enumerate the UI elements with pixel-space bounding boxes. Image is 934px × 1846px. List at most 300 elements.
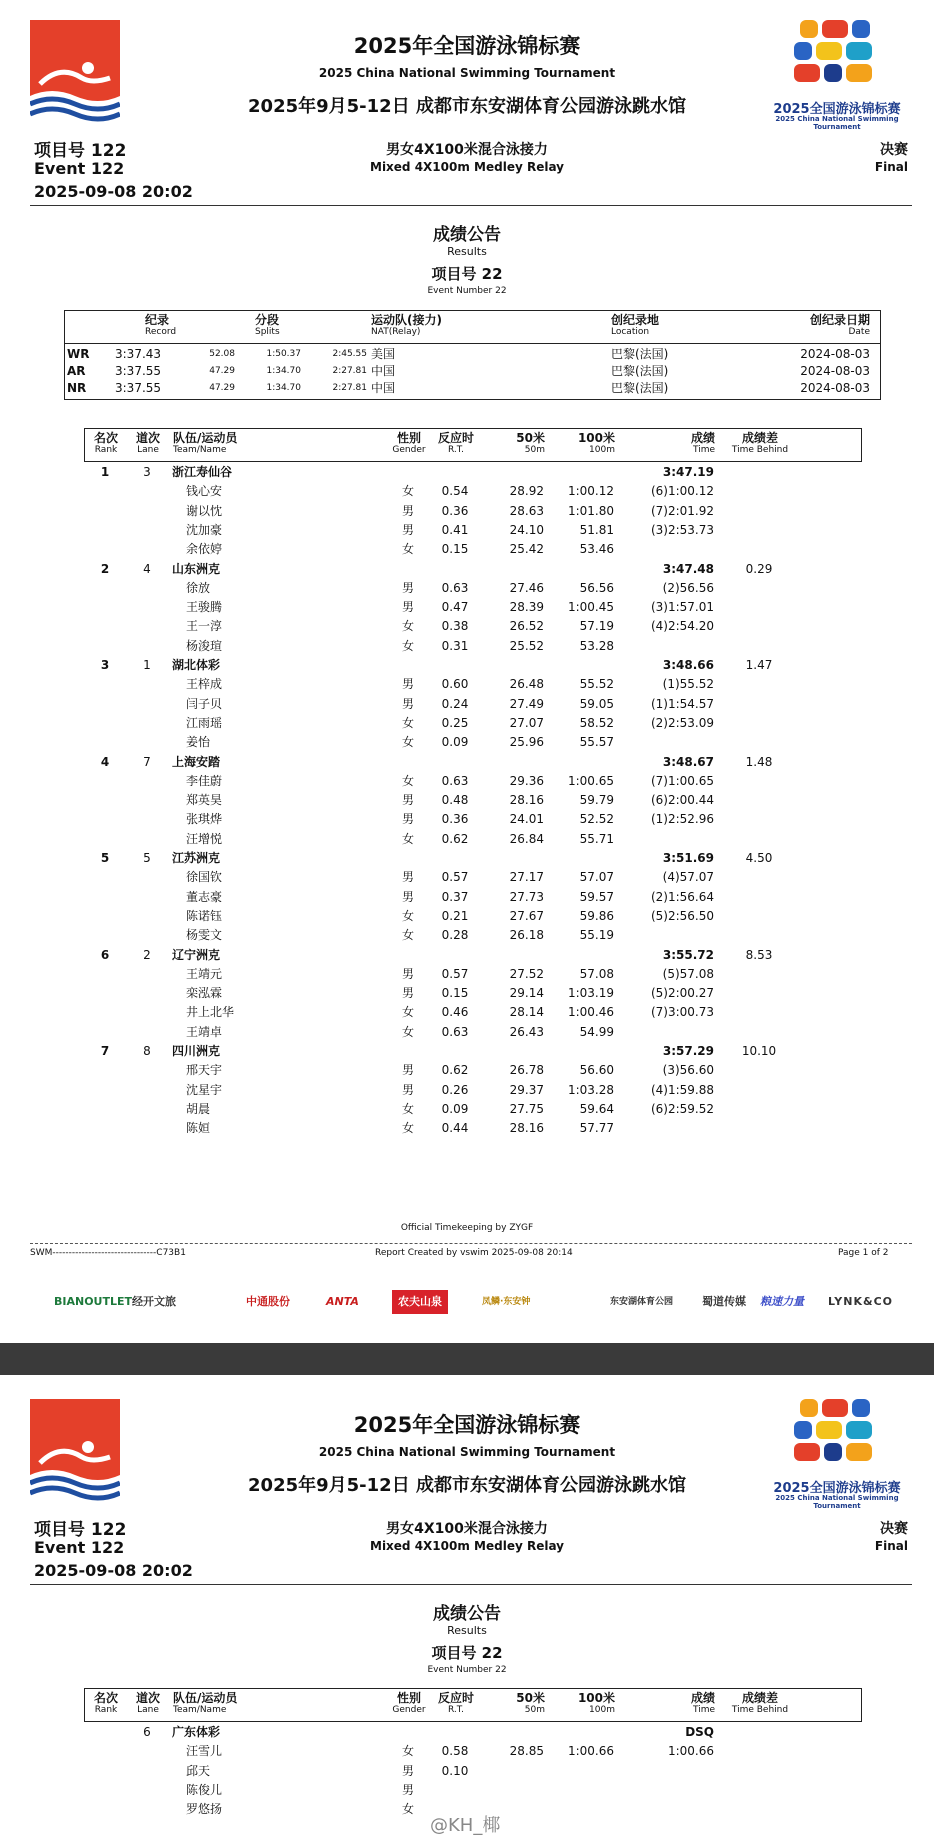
swimmer-reaction-time: 0.15 xyxy=(441,986,469,1001)
team-time: 3:57.29 xyxy=(662,1044,714,1058)
tournament-venue: 2025年9月5-12日 成都市东安湖体育公园游泳跳水馆 xyxy=(248,96,686,117)
swimmer-name: 王梓成 xyxy=(186,677,223,692)
record-time: 3:37.55 xyxy=(115,364,162,378)
swimmer-reaction-time: 0.25 xyxy=(441,715,469,730)
swimmer-split-50m: 27.17 xyxy=(509,870,544,885)
swimmer-split-50m: 27.67 xyxy=(509,908,544,923)
results-event-number-en: Event Number 22 xyxy=(427,1665,507,1675)
swimmer-split-50m: 28.85 xyxy=(509,1744,544,1759)
team-rank: 3 xyxy=(100,658,110,672)
swimmer-gender: 女 xyxy=(401,484,414,499)
swimmer-gender: 男 xyxy=(401,503,414,518)
team-time-behind: 1.48 xyxy=(745,754,773,769)
record-location: 巴黎(法国) xyxy=(611,364,669,378)
sponsor-logo: LYNK&CO xyxy=(828,1295,894,1308)
swimmer-split-100m: 1:00.12 xyxy=(567,484,614,499)
swimmer-reaction-time: 0.24 xyxy=(441,696,469,711)
swimmer-reaction-time: 0.63 xyxy=(441,773,469,788)
logo-text-cn: 2025全国游泳锦标赛 xyxy=(773,102,901,117)
col-rt: 反应时 R.T. xyxy=(437,1691,474,1715)
results-title-en: Results xyxy=(447,1624,487,1637)
col-gender: 性别 Gender xyxy=(392,431,426,455)
team-rank: 6 xyxy=(100,947,110,962)
records-header-nat: 运动队(接力) NAT(Relay) xyxy=(371,313,442,337)
swimmer-gender: 男 xyxy=(401,986,414,1001)
record-code: WR xyxy=(67,347,90,361)
swimmer-cumulative-time: (6)1:00.12 xyxy=(650,484,714,499)
sponsor-strip xyxy=(50,1290,894,1316)
results-page-2 xyxy=(0,1375,934,1846)
footer-divider xyxy=(30,1243,912,1244)
swimmer-split-50m: 29.36 xyxy=(509,773,544,788)
swimmer-split-50m: 27.75 xyxy=(509,1101,544,1116)
team-lane: 8 xyxy=(143,1044,151,1058)
swimmer-gender: 男 xyxy=(401,1763,414,1778)
swimmer-reaction-time: 0.46 xyxy=(441,1005,469,1020)
swimmer-reaction-time: 0.38 xyxy=(441,619,469,634)
team-lane: 7 xyxy=(143,754,151,769)
sponsor-logo: 蜀道传媒 xyxy=(702,1295,746,1308)
swimmer-split-50m: 25.96 xyxy=(509,735,544,750)
swimmer-gender: 男 xyxy=(401,1782,414,1797)
tournament-title-cn: 2025年全国游泳锦标赛 xyxy=(353,34,581,58)
tournament-title-en: 2025 China National Swimming Tournament xyxy=(318,1445,616,1459)
swimmer-name: 胡晨 xyxy=(186,1101,211,1116)
team-time: 3:51.69 xyxy=(662,851,714,865)
swimmer-name: 谢以忱 xyxy=(186,503,223,518)
swimmer-reaction-time: 0.37 xyxy=(441,889,469,904)
team-time-behind: 10.10 xyxy=(741,1044,777,1058)
record-split: 2:27.81 xyxy=(332,366,367,376)
results-title-en: Results xyxy=(447,245,487,258)
team-time: DSQ xyxy=(685,1725,714,1739)
swimmer-reaction-time: 0.41 xyxy=(441,522,469,537)
team-time-behind: 4.50 xyxy=(745,851,773,865)
swimmer-cumulative-time: (5)57.08 xyxy=(662,966,714,981)
swimmer-gender: 女 xyxy=(401,1744,414,1759)
team-rank: 4 xyxy=(100,754,110,769)
swimmer-reaction-time: 0.28 xyxy=(441,928,469,943)
swimmer-split-100m: 59.79 xyxy=(579,793,614,808)
swimmer-gender: 女 xyxy=(401,619,414,634)
swimmer-cumulative-time: (2)1:56.64 xyxy=(650,889,714,904)
round-cn: 决赛 xyxy=(880,142,908,158)
event-title-cn: 男女4X100米混合泳接力 xyxy=(386,1521,548,1537)
col-time: 成绩 Time xyxy=(690,431,715,455)
tournament-title-en: 2025 China National Swimming Tournament xyxy=(318,66,616,80)
swimmer-name: 董志豪 xyxy=(186,889,223,904)
col-50m: 50米 50m xyxy=(516,1691,545,1715)
team-lane: 4 xyxy=(143,561,151,576)
team-lane: 5 xyxy=(143,851,151,865)
swimmer-reaction-time: 0.60 xyxy=(441,677,469,692)
swimmer-reaction-time: 0.36 xyxy=(441,503,469,518)
swimmer-name: 邱天 xyxy=(186,1763,211,1778)
swimmer-gender: 女 xyxy=(401,1802,414,1817)
swimmer-split-50m: 25.52 xyxy=(509,638,544,653)
team-name: 湖北体彩 xyxy=(172,658,221,672)
swimmer-reaction-time: 0.47 xyxy=(441,600,469,615)
col-50m: 50米 50m xyxy=(516,431,545,455)
swimmer-gender: 女 xyxy=(401,928,414,943)
swimmer-name: 汪雪儿 xyxy=(186,1744,223,1759)
swimmer-name: 罗悠扬 xyxy=(186,1802,223,1817)
record-split: 2:27.81 xyxy=(332,383,367,393)
event-datetime: 2025-09-08 20:02 xyxy=(34,182,193,201)
swimmer-name: 王靖元 xyxy=(186,966,223,981)
swimmer-name: 汪增悦 xyxy=(186,831,223,846)
swimmer-split-50m: 27.07 xyxy=(509,715,544,730)
swimmer-gender: 女 xyxy=(401,715,414,730)
swimmer-split-100m: 1:00.66 xyxy=(567,1744,614,1759)
col-100m: 100米 100m xyxy=(577,431,615,455)
swimmer-gender: 女 xyxy=(401,1024,414,1039)
swimmer-cumulative-time: (7)3:00.73 xyxy=(650,1005,714,1020)
footer-swm-code: SWM--------------------------------C73B1 xyxy=(30,1248,186,1258)
swimmer-cumulative-time: (4)57.07 xyxy=(662,870,714,885)
results-event-number-cn: 项目号 22 xyxy=(431,1644,503,1662)
swimmer-gender: 男 xyxy=(401,580,414,595)
swimmer-split-100m: 55.19 xyxy=(579,928,614,943)
swimmer-split-50m: 29.14 xyxy=(509,986,544,1001)
swimmer-split-50m: 26.18 xyxy=(509,928,544,943)
event-number-en: Event 122 xyxy=(34,1538,125,1557)
swimmer-split-100m: 1:00.45 xyxy=(567,600,614,615)
team-lane: 6 xyxy=(143,1725,151,1739)
swimmer-reaction-time: 0.15 xyxy=(441,542,469,557)
swimmer-cumulative-time: (7)2:01.92 xyxy=(650,503,714,518)
team-time: 3:47.48 xyxy=(662,561,714,576)
swimmer-cumulative-time: (2)56.56 xyxy=(662,580,714,595)
swimmer-gender: 男 xyxy=(401,966,414,981)
swimmer-reaction-time: 0.36 xyxy=(441,812,469,827)
swimmer-gender: 男 xyxy=(401,870,414,885)
team-name: 辽宁洲克 xyxy=(172,947,221,962)
swimmer-split-50m: 24.10 xyxy=(509,522,544,537)
round-cn: 决赛 xyxy=(880,1521,908,1537)
swimmer-name: 江雨瑶 xyxy=(186,715,223,730)
record-split: 2:45.55 xyxy=(332,349,367,359)
team-name: 四川洲克 xyxy=(172,1044,221,1058)
results-title-cn: 成绩公告 xyxy=(433,1604,501,1624)
swimmer-split-50m: 28.92 xyxy=(509,484,544,499)
swimmer-split-100m: 1:01.80 xyxy=(567,503,614,518)
swimmer-name: 栾泓霖 xyxy=(186,986,223,1001)
swimmer-cumulative-time: (4)1:59.88 xyxy=(650,1082,714,1097)
swimmer-gender: 男 xyxy=(401,600,414,615)
record-split: 47.29 xyxy=(209,366,235,376)
swimmer-gender: 男 xyxy=(401,793,414,808)
swimmer-cumulative-time: (2)2:53.09 xyxy=(650,715,714,730)
event-title-cn: 男女4X100米混合泳接力 xyxy=(386,142,548,158)
swimmer-name: 王一淳 xyxy=(186,619,223,634)
swimmer-split-100m: 52.52 xyxy=(579,812,614,827)
record-code: AR xyxy=(67,364,86,378)
record-date: 2024-08-03 xyxy=(800,364,870,378)
record-nat: 中国 xyxy=(371,381,396,395)
record-split: 1:34.70 xyxy=(266,366,301,376)
team-name: 广东体彩 xyxy=(172,1725,221,1739)
swimmer-name: 钱心安 xyxy=(186,484,223,499)
team-time-behind: 1.47 xyxy=(745,658,773,672)
results-title-cn: 成绩公告 xyxy=(433,225,501,245)
swimmer-split-50m: 25.42 xyxy=(509,542,544,557)
event-number-cn: 项目号 122 xyxy=(34,141,127,161)
event-title-en: Mixed 4X100m Medley Relay xyxy=(370,1539,564,1553)
swimmer-reaction-time: 0.48 xyxy=(441,793,469,808)
records-header-record: 纪录 Record xyxy=(145,313,177,337)
records-header-splits: 分段 Splits xyxy=(255,313,280,337)
swimmer-gender: 男 xyxy=(401,522,414,537)
team-time-behind: 8.53 xyxy=(745,947,773,962)
swimmer-name: 井上北华 xyxy=(186,1005,235,1020)
footer-report: Report Created by vswim 2025-09-08 20:14 xyxy=(375,1248,573,1258)
col-lane: 道次 Lane xyxy=(135,1691,160,1715)
swimmer-split-50m: 28.63 xyxy=(509,503,544,518)
swimmer-split-100m: 51.81 xyxy=(579,522,614,537)
swimmer-reaction-time: 0.58 xyxy=(441,1744,469,1759)
event-datetime: 2025-09-08 20:02 xyxy=(34,1561,193,1580)
swimmer-reaction-time: 0.21 xyxy=(441,908,469,923)
swimmer-split-50m: 29.37 xyxy=(509,1082,544,1097)
swimmer-gender: 女 xyxy=(401,735,414,750)
swimmer-reaction-time: 0.54 xyxy=(441,484,469,499)
record-location: 巴黎(法国) xyxy=(611,381,669,395)
swimmer-name: 陈姮 xyxy=(186,1121,211,1136)
swimmer-split-50m: 27.52 xyxy=(509,966,544,981)
tournament-venue: 2025年9月5-12日 成都市东安湖体育公园游泳跳水馆 xyxy=(248,1475,686,1496)
swimmer-gender: 男 xyxy=(401,889,414,904)
team-lane: 3 xyxy=(143,465,151,479)
record-split: 47.29 xyxy=(209,383,235,393)
swimmer-split-50m: 24.01 xyxy=(509,812,544,827)
records-header-location: 创纪录地 Location xyxy=(611,313,660,337)
tournament-title-cn: 2025年全国游泳锦标赛 xyxy=(353,1413,581,1437)
swimmer-name: 徐国钦 xyxy=(186,870,223,885)
swimmer-gender: 女 xyxy=(401,773,414,788)
watermark: @KH_椰 xyxy=(430,1815,501,1836)
swimmer-split-100m: 59.64 xyxy=(579,1101,614,1116)
swimmer-cumulative-time: (5)2:56.50 xyxy=(650,908,714,923)
swimmer-split-50m: 26.78 xyxy=(509,1063,544,1078)
header-divider xyxy=(30,205,912,206)
col-time: 成绩 Time xyxy=(690,1691,715,1715)
team-time: 3:55.72 xyxy=(662,947,714,962)
swimmer-name: 徐放 xyxy=(186,580,211,595)
swimmer-cumulative-time: 1:00.66 xyxy=(667,1744,714,1759)
swimmer-split-100m: 59.05 xyxy=(579,696,614,711)
swimmer-reaction-time: 0.31 xyxy=(441,638,469,653)
swimmer-reaction-time: 0.62 xyxy=(441,831,469,846)
swimmer-reaction-time: 0.10 xyxy=(441,1763,469,1778)
record-time: 3:37.55 xyxy=(115,381,162,395)
swimmer-reaction-time: 0.44 xyxy=(441,1121,469,1136)
team-rank: 5 xyxy=(100,851,110,865)
team-time: 3:47.19 xyxy=(662,465,714,479)
sponsor-logo: BIANOUTLET xyxy=(54,1295,133,1308)
swimmer-split-100m: 56.60 xyxy=(579,1063,614,1078)
swimmer-name: 沈加豪 xyxy=(186,522,223,537)
swimmer-split-100m: 55.71 xyxy=(579,831,614,846)
swimmer-split-100m: 59.86 xyxy=(579,908,614,923)
swimmer-cumulative-time: (1)55.52 xyxy=(662,677,714,692)
swimmer-gender: 女 xyxy=(401,1101,414,1116)
record-code: NR xyxy=(67,381,87,395)
swimmer-gender: 男 xyxy=(401,1082,414,1097)
swimmer-split-50m: 26.43 xyxy=(509,1024,544,1039)
records-table xyxy=(64,310,881,400)
record-location: 巴黎(法国) xyxy=(611,347,669,361)
swimmer-name: 陈俊儿 xyxy=(186,1782,223,1797)
team-name: 江苏洲克 xyxy=(172,851,221,865)
results-event-number-en: Event Number 22 xyxy=(427,286,507,296)
results-column-header xyxy=(84,428,862,462)
swimmer-name: 陈诺钰 xyxy=(186,908,223,923)
col-behind: 成绩差 Time Behind xyxy=(731,1691,789,1715)
swimmer-name: 杨雯文 xyxy=(186,928,223,943)
record-split: 52.08 xyxy=(209,349,235,359)
swimmer-split-50m: 27.49 xyxy=(509,696,544,711)
swimmer-gender: 男 xyxy=(401,812,414,827)
swimmer-name: 杨浚瑄 xyxy=(186,638,223,653)
swimmer-reaction-time: 0.63 xyxy=(441,580,469,595)
swimmer-reaction-time: 0.62 xyxy=(441,1063,469,1078)
swimmer-gender: 女 xyxy=(401,908,414,923)
swimmer-name: 王靖卓 xyxy=(186,1024,223,1039)
record-nat: 中国 xyxy=(371,364,396,378)
logo-text-cn: 2025全国游泳锦标赛 xyxy=(773,1481,901,1496)
swimmer-cumulative-time: (6)2:00.44 xyxy=(650,793,714,808)
sponsor-logo: 东安湖体育公园 xyxy=(610,1297,674,1307)
event-title-en: Mixed 4X100m Medley Relay xyxy=(370,160,564,174)
sponsor-logo: 农夫山泉 xyxy=(392,1290,448,1314)
swimmer-split-50m: 28.39 xyxy=(509,600,544,615)
team-rank: 2 xyxy=(100,561,110,576)
swimmer-split-100m: 56.56 xyxy=(579,580,614,595)
swimmer-split-50m: 28.14 xyxy=(509,1005,544,1020)
logo-text-en: 2025 China National Swimming Tournament xyxy=(775,115,899,131)
team-lane: 2 xyxy=(143,947,151,962)
swimmer-split-100m: 1:00.65 xyxy=(567,773,614,788)
col-100m: 100米 100m xyxy=(577,1691,615,1715)
event-number-en: Event 122 xyxy=(34,159,125,178)
swimmer-split-100m: 1:03.19 xyxy=(567,986,614,1001)
round-en: Final xyxy=(874,1539,908,1553)
team-time: 3:48.66 xyxy=(662,658,714,672)
swimmer-split-50m: 26.48 xyxy=(509,677,544,692)
swimmer-cumulative-time: (3)2:53.73 xyxy=(650,522,714,537)
swimmer-split-100m: 53.28 xyxy=(579,638,614,653)
swimmer-cumulative-time: (6)2:59.52 xyxy=(650,1101,714,1116)
swimmer-name: 余依婷 xyxy=(186,542,223,557)
swimmer-split-100m: 55.52 xyxy=(579,677,614,692)
record-time: 3:37.43 xyxy=(115,347,162,361)
swimmer-gender: 男 xyxy=(401,1063,414,1078)
swimmer-split-100m: 54.99 xyxy=(579,1024,614,1039)
record-date: 2024-08-03 xyxy=(800,381,870,395)
logo-text-en: 2025 China National Swimming Tournament xyxy=(775,1494,899,1510)
swimmer-cumulative-time: (7)1:00.65 xyxy=(650,773,714,788)
col-gender: 性别 Gender xyxy=(392,1691,426,1715)
record-split: 1:50.37 xyxy=(266,349,301,359)
col-rank: 名次 Rank xyxy=(93,431,118,455)
team-time: 3:48.67 xyxy=(662,754,714,769)
swimmer-gender: 女 xyxy=(401,1121,414,1136)
swimmer-split-50m: 28.16 xyxy=(509,793,544,808)
results-event-number-cn: 项目号 22 xyxy=(431,265,503,283)
footer-page-number: Page 1 of 2 xyxy=(838,1248,889,1258)
swimmer-name: 郑英昊 xyxy=(186,793,223,808)
team-lane: 1 xyxy=(143,658,151,672)
record-nat: 美国 xyxy=(371,347,396,361)
swimmer-split-50m: 26.52 xyxy=(509,619,544,634)
sponsor-logo: 中通股份 xyxy=(246,1295,290,1308)
swimmer-split-100m: 1:03.28 xyxy=(567,1082,614,1097)
records-header-date: 创纪录日期 Date xyxy=(809,313,870,337)
sponsor-logo: 粮速力量 xyxy=(760,1295,804,1308)
swimmer-split-100m: 57.08 xyxy=(579,966,614,981)
results-column-header xyxy=(84,1688,862,1722)
round-en: Final xyxy=(874,160,908,174)
swimmer-split-100m: 58.52 xyxy=(579,715,614,730)
swimmer-gender: 男 xyxy=(401,677,414,692)
swimmer-cumulative-time: (5)2:00.27 xyxy=(650,986,714,1001)
swimmer-name: 沈星宇 xyxy=(186,1082,223,1097)
timekeeping-note: Official Timekeeping by ZYGF xyxy=(400,1223,534,1233)
sponsor-logo: 经开文旅 xyxy=(132,1295,176,1308)
swimmer-gender: 男 xyxy=(401,696,414,711)
swimmer-split-100m: 59.57 xyxy=(579,889,614,904)
col-team: 队伍/运动员 Team/Name xyxy=(173,431,238,455)
team-name: 浙江寿仙谷 xyxy=(172,465,233,479)
swimmer-reaction-time: 0.57 xyxy=(441,966,469,981)
swimmer-split-100m: 55.57 xyxy=(579,735,614,750)
swimmer-reaction-time: 0.57 xyxy=(441,870,469,885)
swimmer-split-100m: 57.19 xyxy=(579,619,614,634)
sponsor-logo: ANTA xyxy=(326,1295,359,1308)
swimmer-name: 邢天宇 xyxy=(186,1063,223,1078)
team-time-behind: 0.29 xyxy=(745,561,773,576)
swimmer-split-50m: 27.46 xyxy=(509,580,544,595)
swimmer-name: 姜怡 xyxy=(186,735,211,750)
swimmer-split-50m: 27.73 xyxy=(509,889,544,904)
sponsor-logo: 凤鳞·东安钟 xyxy=(482,1297,531,1307)
team-name: 山东洲克 xyxy=(172,561,221,576)
swimmer-gender: 女 xyxy=(401,542,414,557)
swimmer-reaction-time: 0.09 xyxy=(441,1101,469,1116)
record-date: 2024-08-03 xyxy=(800,347,870,361)
swimmer-split-50m: 28.16 xyxy=(509,1121,544,1136)
swimmer-split-100m: 57.07 xyxy=(579,870,614,885)
col-rank: 名次 Rank xyxy=(93,1691,118,1715)
swimmer-gender: 女 xyxy=(401,831,414,846)
col-team: 队伍/运动员 Team/Name xyxy=(173,1691,238,1715)
swimmer-split-100m: 53.46 xyxy=(579,542,614,557)
swimmer-split-100m: 1:00.46 xyxy=(567,1005,614,1020)
swimmer-cumulative-time: (3)56.60 xyxy=(662,1063,714,1078)
col-rt: 反应时 R.T. xyxy=(437,431,474,455)
swimmer-reaction-time: 0.63 xyxy=(441,1024,469,1039)
swimmer-gender: 女 xyxy=(401,638,414,653)
swimmer-reaction-time: 0.26 xyxy=(441,1082,469,1097)
swimmer-name: 闫子贝 xyxy=(186,696,223,711)
col-behind: 成绩差 Time Behind xyxy=(731,431,789,455)
swimmer-name: 张琪烨 xyxy=(186,812,223,827)
swimmer-reaction-time: 0.09 xyxy=(441,735,469,750)
swimmer-cumulative-time: (4)2:54.20 xyxy=(650,619,714,634)
swimmer-cumulative-time: (1)1:54.57 xyxy=(650,696,714,711)
record-split: 1:34.70 xyxy=(266,383,301,393)
